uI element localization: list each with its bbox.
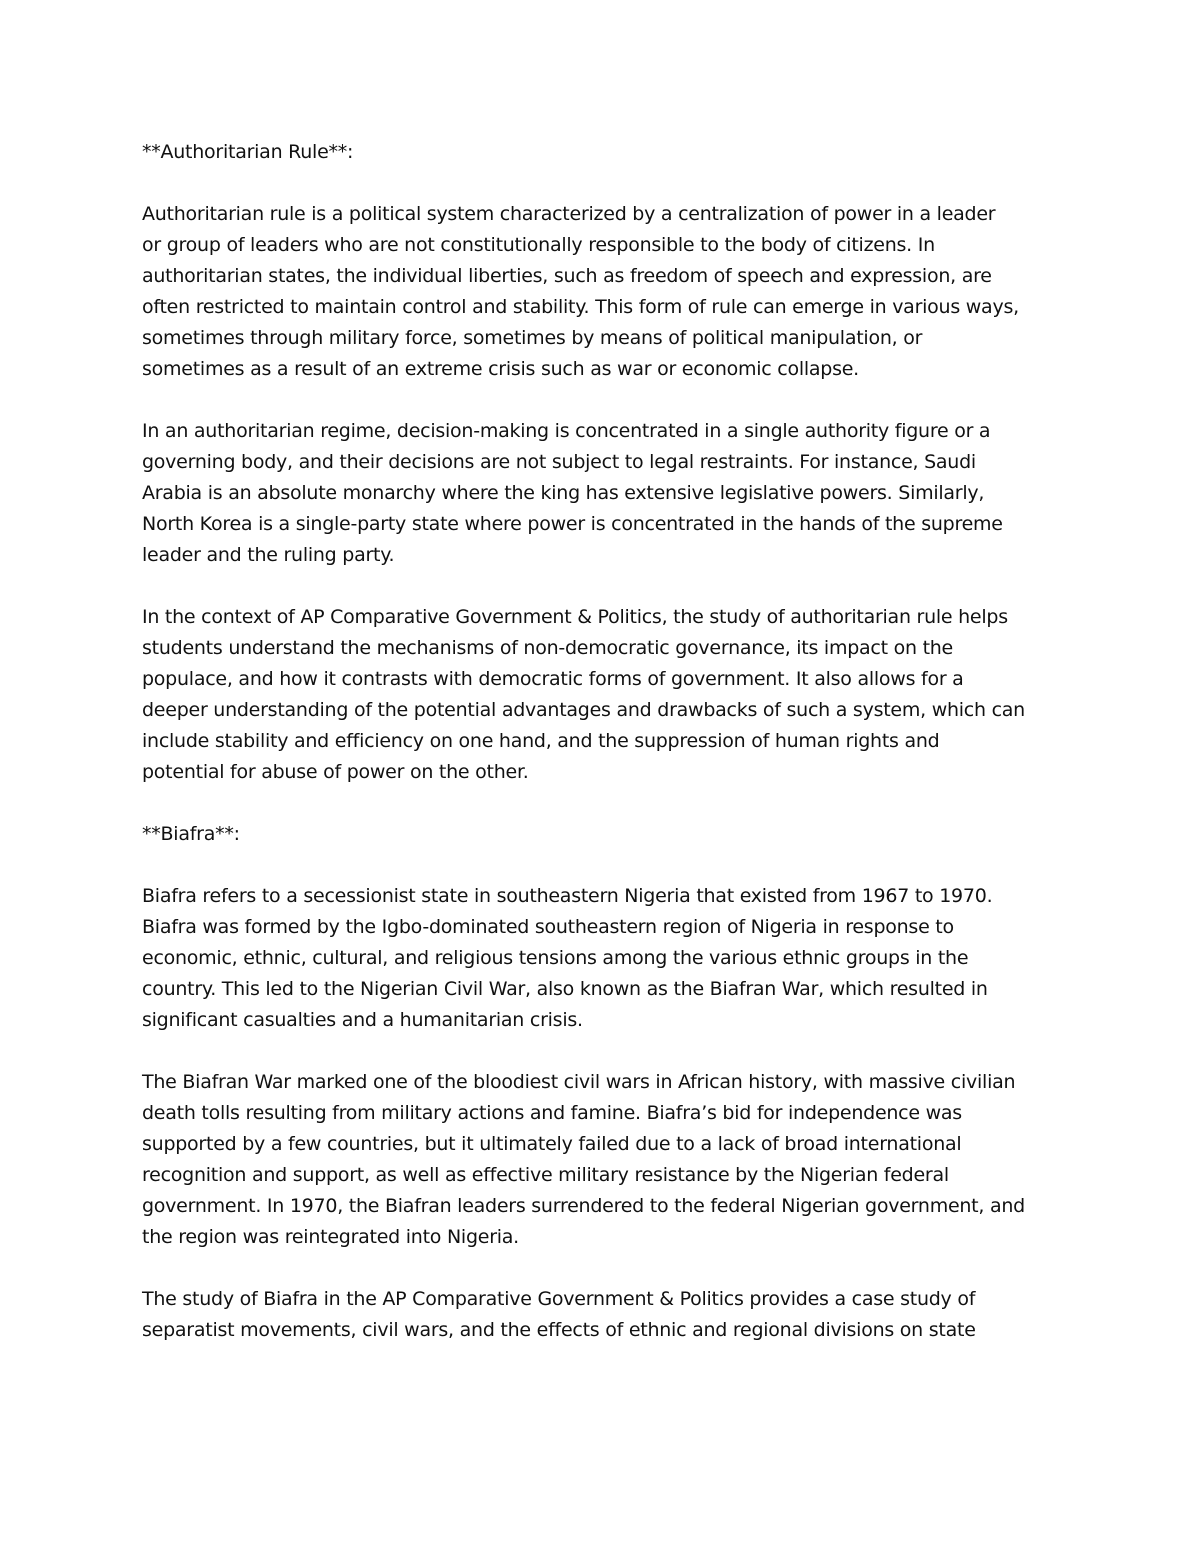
blank-line [142,1253,1082,1284]
blank-line [142,571,1082,602]
text-line: Biafra was formed by the Igbo-dominated southeastern region of Nigeria in response to [142,916,954,938]
text-line: the region was reintegrated into Nigeria. [142,1226,519,1248]
text-line: death tolls resulting from military actions and famine. Biafra’s bid for independence was [142,1102,962,1124]
blank-line [142,385,1082,416]
text-line: North Korea is a single-party state where power is concentrated in the hands of the supreme [142,513,1003,535]
blank-line [142,850,1082,881]
document-body [142,137,1082,1346]
text-line: authoritarian states, the individual liberties, such as freedom of speech and expression, are [142,265,992,287]
text-line: supported by a few countries, but it ultimately failed due to a lack of broad international [142,1133,962,1155]
section-heading: **Authoritarian Rule**: [142,141,354,163]
text-line: separatist movements, civil wars, and the effects of ethnic and regional divisions on state [142,1319,976,1341]
text-line: deeper understanding of the potential advantages and drawbacks of such a system, which can [142,699,1025,721]
text-line: government. In 1970, the Biafran leaders surrendered to the federal Nigerian government, and [142,1195,1025,1217]
text-line: significant casualties and a humanitarian crisis. [142,1009,583,1031]
text-line: sometimes as a result of an extreme crisis such as war or economic collapse. [142,358,859,380]
text-line: economic, ethnic, cultural, and religious tensions among the various ethnic groups in the [142,947,969,969]
text-line: leader and the ruling party. [142,544,395,566]
text-line: governing body, and their decisions are not subject to legal restraints. For instance, Saudi [142,451,976,473]
text-line: Authoritarian rule is a political system characterized by a centralization of power in a leader [142,203,996,225]
text-line: country. This led to the Nigerian Civil War, also known as the Biafran War, which resulted in [142,978,988,1000]
text-line: potential for abuse of power on the other. [142,761,529,783]
text-line: The Biafran War marked one of the bloodiest civil wars in African history, with massive civilian [142,1071,1016,1093]
blank-line [142,168,1082,199]
text-line: recognition and support, as well as effective military resistance by the Nigerian federal [142,1164,949,1186]
blank-line [142,788,1082,819]
text-line: populace, and how it contrasts with democratic forms of government. It also allows for a [142,668,964,690]
text-line: include stability and efficiency on one hand, and the suppression of human rights and [142,730,940,752]
text-line: The study of Biafra in the AP Comparative Government & Politics provides a case study of [142,1288,976,1310]
blank-line [142,1036,1082,1067]
text-line: In the context of AP Comparative Government & Politics, the study of authoritarian rule helps [142,606,1008,628]
text-line: or group of leaders who are not constitutionally responsible to the body of citizens. In [142,234,935,256]
text-line: often restricted to maintain control and stability. This form of rule can emerge in various ways, [142,296,1019,318]
text-line: students understand the mechanisms of non-democratic governance, its impact on the [142,637,954,659]
text-line: Biafra refers to a secessionist state in southeastern Nigeria that existed from 1967 to 1970. [142,885,993,907]
text-line: Arabia is an absolute monarchy where the king has extensive legislative powers. Similarly, [142,482,985,504]
text-line: In an authoritarian regime, decision-making is concentrated in a single authority figure or a [142,420,991,442]
text-line: sometimes through military force, sometimes by means of political manipulation, or [142,327,923,349]
section-heading: **Biafra**: [142,823,240,845]
